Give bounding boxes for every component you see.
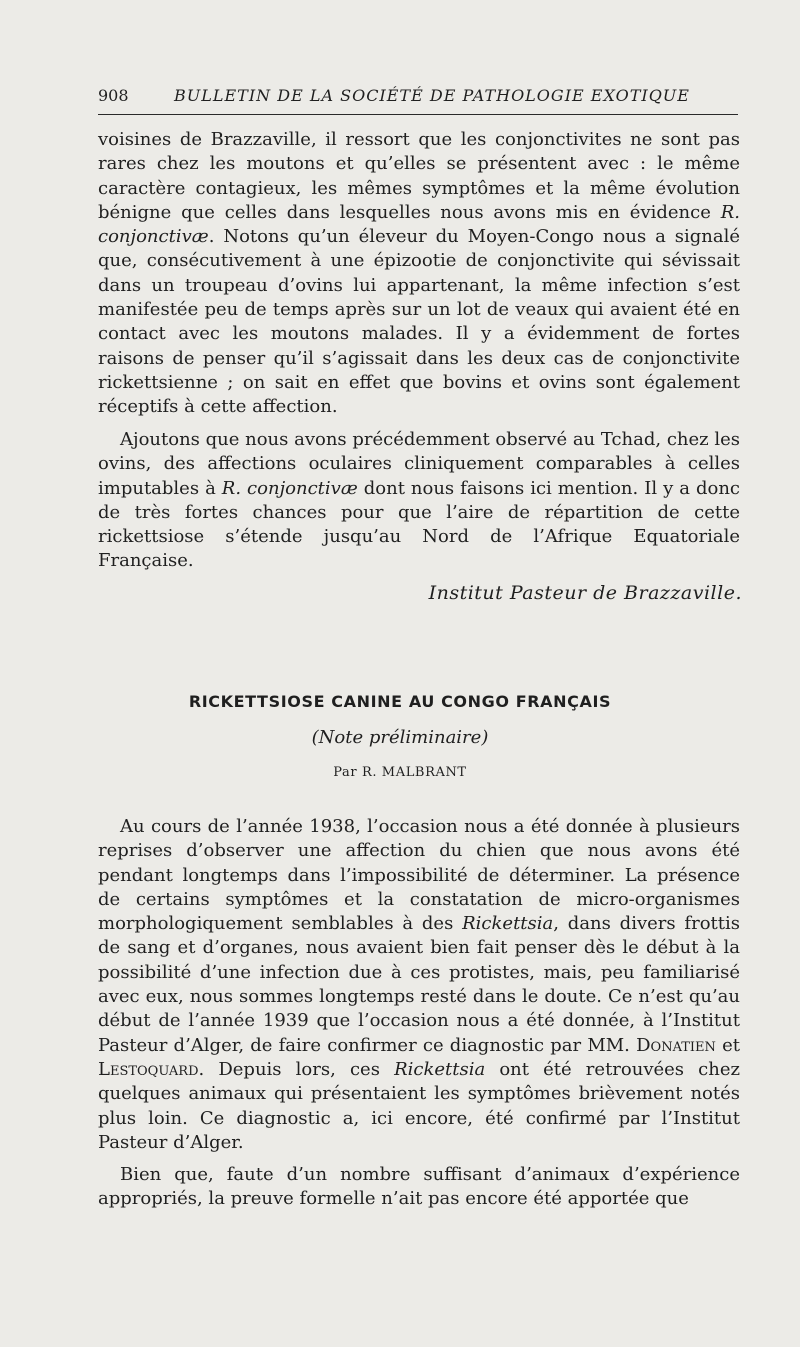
paragraph-tchad-observation bbox=[98, 428, 740, 574]
article-title: RICKETTSIOSE CANINE AU CONGO FRANÇAIS bbox=[188, 692, 612, 711]
running-head bbox=[98, 86, 738, 115]
paragraph-proof: Bien que, faute d’un nombre suffisant d’animaux d’expérience appropriés, la preuve formelle n’ait pas encore été apportée que bbox=[98, 1164, 740, 1210]
species-name: R. conjonctivæ bbox=[221, 477, 358, 499]
text-run: Ajoutons que nous avons précédemment observé au Tchad, chez les ovins, des affections oculaires cliniquement comparables à celles imputables à bbox=[98, 429, 741, 499]
author-name: Donatien bbox=[636, 1034, 716, 1056]
text-run: et bbox=[715, 1034, 741, 1056]
text-run: Au cours de l’année 1938, l’occasion nous a été donnée à plusieurs reprises d’observer une affection du chien que nous avons été pendant longtemps dans l’impossibilité de déterminer. La présence de certains symptômes et la constatation de micro-organismes morphologiquement semblables à des bbox=[98, 816, 740, 935]
author-name: Lestoquard bbox=[98, 1058, 199, 1080]
text-run: dont nous faisons ici mention. Il y a donc de très fortes chances pour que l’aire de répartition de cette rickettsiose s’étende jusqu’au Nord de l’Afrique Equatoriale Française. bbox=[98, 477, 740, 572]
paragraph-brazzaville-conjunctivitis bbox=[98, 128, 740, 420]
journal-title: BULLETIN DE LA SOCIÉTÉ DE PATHOLOGIE EXOTIQUE bbox=[174, 86, 690, 105]
genus-name: Rickettsia bbox=[394, 1058, 486, 1080]
species-name: R. conjonctivæ bbox=[98, 201, 740, 248]
text-run: . Notons qu’un éleveur du Moyen-Congo nous a signalé que, consécutivement à une épizootie de conjonctivite qui sévissait dans un troupeau d’ovins lui appartenant, la même infection s’est manifestée peu de temps après sur un lot de veaux qui avaient été en contact avec les moutons malades. Il y a évidemment de fortes raisons de penser qu’il s’agissait dans les deux cas de conjonctivite rickettsienne ; on sait en effet que bovins et ovins sont également réceptifs à cette affection. bbox=[98, 226, 740, 418]
text-run: . Depuis lors, ces bbox=[198, 1058, 395, 1080]
text-run: ont été retrouvées chez quelques animaux qui présentaient les symptômes brièvement notés plus loin. Ce diagnostic a, ici encore, été confirmé par l’Institut Pasteur d’Alger. bbox=[98, 1058, 740, 1153]
paragraph-canine-affection bbox=[98, 815, 740, 1155]
genus-name: Rickettsia bbox=[462, 913, 554, 935]
article-subtitle: (Note préliminaire) bbox=[311, 727, 489, 748]
institution-signature: Institut Pasteur de Brazzaville. bbox=[428, 582, 742, 604]
article-byline: Par R. MALBRANT bbox=[333, 765, 467, 780]
text-run: , dans divers frottis de sang et d’organes, nous avaient bien fait penser dès le début à la possibilité d’une infection due à ces protistes, mais, peu familiarisé avec eux, nous sommes longtemps resté dans le doute. Ce n’est qu’au début de l’année 1939 que l’occasion nous a été donnée, à l’Institut Pasteur d’Alger, de faire confirmer ce diagnostic par MM. bbox=[98, 913, 740, 1056]
text-run: voisines de Brazzaville, il ressort que les conjonctivites ne sont pas rares chez les moutons et qu’elles se présentent avec : le même caractère contagieux, les mêmes symptômes et la même évolution bénigne que celles dans lesquelles nous avons mis en évidence bbox=[98, 129, 740, 223]
page-number: 908 bbox=[98, 86, 129, 105]
